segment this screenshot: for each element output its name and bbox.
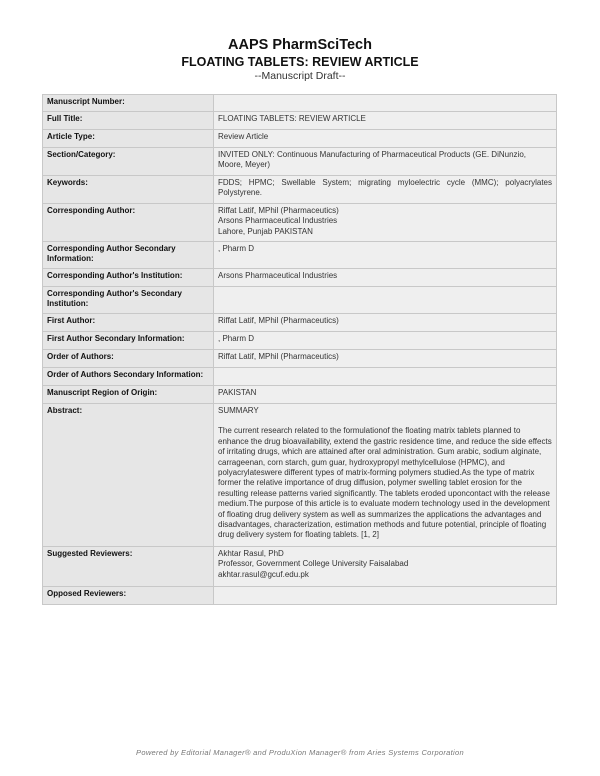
manuscript-title: FLOATING TABLETS: REVIEW ARTICLE (181, 55, 419, 69)
label-section-category: Section/Category: (43, 148, 214, 176)
label-corresponding-institution: Corresponding Author's Institution: (43, 269, 214, 287)
label-region-of-origin: Manuscript Region of Origin: (43, 386, 214, 404)
value-full-title: FLOATING TABLETS: REVIEW ARTICLE (214, 112, 557, 130)
value-suggested-reviewers: Akhtar Rasul, PhD Professor, Government College University Faisalabad akhtar.rasul@gcuf.edu.pk (214, 546, 557, 586)
value-abstract (214, 404, 557, 547)
label-opposed-reviewers: Opposed Reviewers: (43, 586, 214, 604)
label-first-author-secondary: First Author Secondary Information: (43, 332, 214, 350)
label-corresponding-author-secondary: Corresponding Author Secondary Information: (43, 242, 214, 269)
row-first-author-secondary (43, 332, 557, 350)
row-section-category (43, 148, 557, 176)
value-section-category: INVITED ONLY: Continuous Manufacturing of Pharmaceutical Products (GE. DiNunzio, Moore, Meyer) (214, 148, 557, 176)
row-keywords (43, 176, 557, 204)
label-corresponding-author: Corresponding Author: (43, 204, 214, 242)
label-keywords: Keywords: (43, 176, 214, 204)
value-corresponding-secondary-institution (214, 287, 557, 314)
label-order-of-authors: Order of Authors: (43, 350, 214, 368)
row-opposed-reviewers (43, 586, 557, 604)
manuscript-metadata-table (42, 94, 557, 605)
label-full-title: Full Title: (43, 112, 214, 130)
label-corresponding-secondary-institution: Corresponding Author's Secondary Institution: (43, 287, 214, 314)
label-abstract: Abstract: (43, 404, 214, 547)
value-manuscript-number (214, 95, 557, 112)
row-order-of-authors-secondary (43, 368, 557, 386)
row-suggested-reviewers (43, 546, 557, 586)
footer-credit: Powered by Editorial Manager® and ProduXion Manager® from Aries Systems Corporation (136, 748, 464, 757)
row-corresponding-author-secondary (43, 242, 557, 269)
value-corresponding-author-secondary: , Pharm D (214, 242, 557, 269)
label-first-author: First Author: (43, 314, 214, 332)
row-order-of-authors (43, 350, 557, 368)
row-corresponding-author (43, 204, 557, 242)
row-full-title (43, 112, 557, 130)
value-opposed-reviewers (214, 586, 557, 604)
value-corresponding-author: Riffat Latif, MPhil (Pharmaceutics) Arsons Pharmaceutical Industries Lahore, Punjab PAKISTAN (214, 204, 557, 242)
row-first-author (43, 314, 557, 332)
row-region-of-origin (43, 386, 557, 404)
draft-subtitle: --Manuscript Draft-- (254, 70, 346, 82)
value-article-type: Review Article (214, 130, 557, 148)
page-header (0, 36, 600, 82)
label-article-type: Article Type: (43, 130, 214, 148)
abstract-heading: SUMMARY (218, 406, 259, 415)
value-region-of-origin: PAKISTAN (214, 386, 557, 404)
abstract-body: The current research related to the formulationof the floating matrix tablets planned to enhance the drug bioavailability, extend the gastric residence time, and reduce the side effects of irritating drugs, which are attained after oral administration. Gum arabic, sodium alginate, carrageenan, corn starch, gum guar, hydroxypropyl methylcellulose (HPMC), and polyacrylateswere different types of matrix-forming polymers studied.As the type of matrix former the relative importance of drug diffusion, polymer swelling tablet erosion for the resulting release patterns varied significantly. The tablets eroded uponcontact with the release medium.The purpose of this article is to evaluate modern technology used in the development of floating drug delivery system as well as summarizes the applications the advantages and disadvantages, characterization, estimation methods and future potential, principle of floating drug delivery system for floating tablets. [1, 2] (218, 426, 552, 540)
row-abstract (43, 404, 557, 547)
value-order-of-authors: Riffat Latif, MPhil (Pharmaceutics) (214, 350, 557, 368)
value-first-author: Riffat Latif, MPhil (Pharmaceutics) (214, 314, 557, 332)
value-first-author-secondary: , Pharm D (214, 332, 557, 350)
label-order-of-authors-secondary: Order of Authors Secondary Information: (43, 368, 214, 386)
value-order-of-authors-secondary (214, 368, 557, 386)
row-article-type (43, 130, 557, 148)
label-manuscript-number: Manuscript Number: (43, 95, 214, 112)
row-manuscript-number (43, 95, 557, 112)
label-suggested-reviewers: Suggested Reviewers: (43, 546, 214, 586)
row-corresponding-secondary-institution (43, 287, 557, 314)
row-corresponding-institution (43, 269, 557, 287)
value-corresponding-institution: Arsons Pharmaceutical Industries (214, 269, 557, 287)
journal-name: AAPS PharmSciTech (228, 37, 372, 53)
value-keywords: FDDS; HPMC; Swellable System; migrating myloelectric cycle (MMC); polyacrylates Polystyrene. (214, 176, 557, 204)
